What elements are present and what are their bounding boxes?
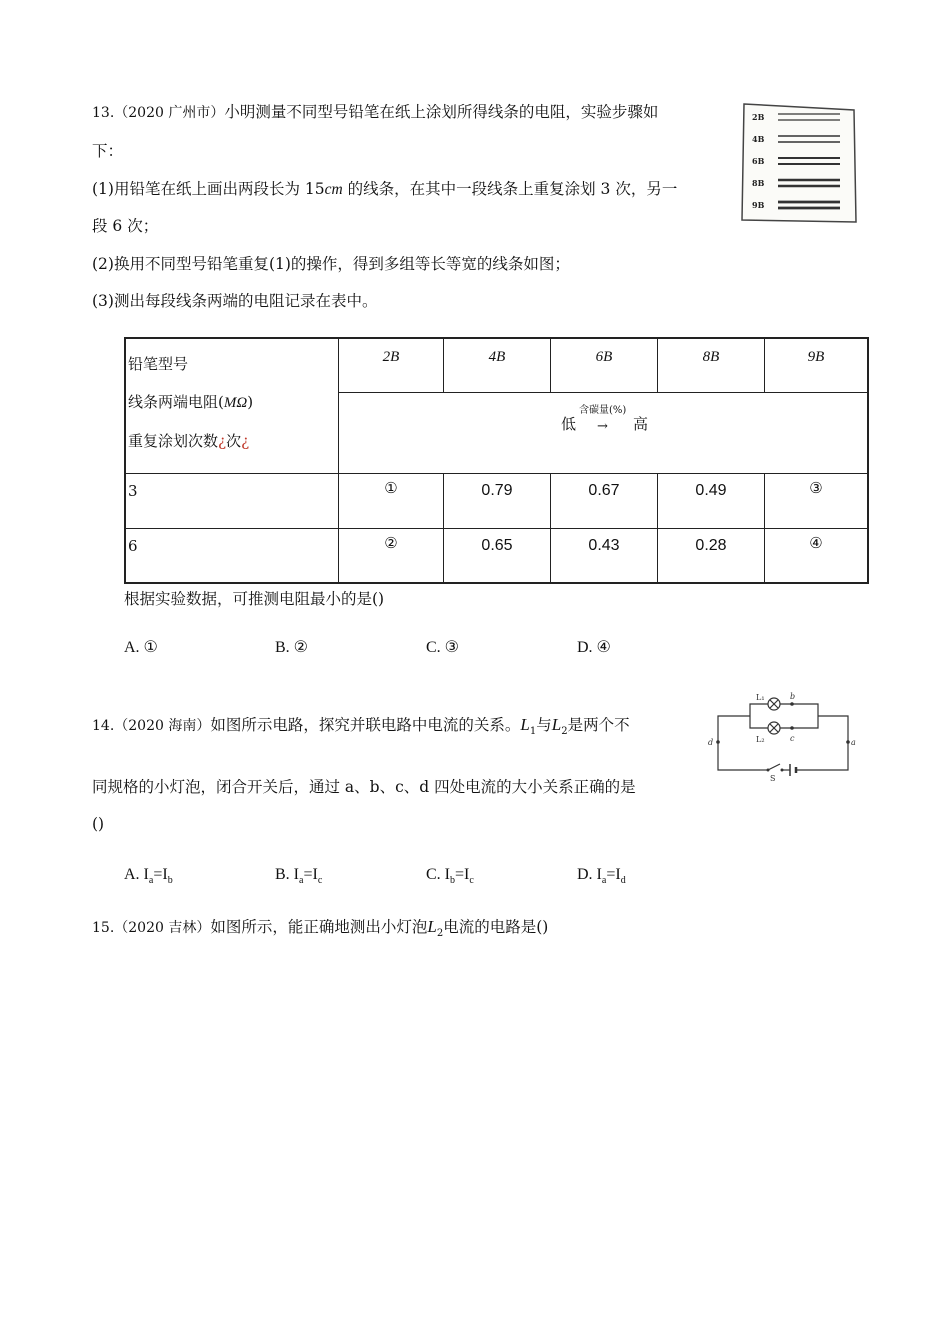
q13-step2: (2)换用不同型号铅笔重复(1)的操作，得到多组等长等宽的线条如图； [92,255,570,273]
fig-label-8b: 8B [752,178,765,188]
resistance-table [124,337,869,584]
fig-label-6b: 6B [752,156,765,166]
q13-text: 小明测量不同型号铅笔在纸上涂划所得线条的电阻，实验步骤如 [224,103,659,121]
q14-option-b[interactable]: B. $I_a=I_c$ [275,866,323,887]
q13-question: 根据实验数据，可推测电阻最小的是() [124,590,385,608]
table-row: 3 ① 0.79 0.67 0.49 ③ [125,473,868,528]
carbon-content-cell [339,392,869,473]
circuit-label-s: S [770,774,776,782]
table-header-cell: 铅笔型号 线条两端电阻(MΩ) 重复涂划次数¿次¿ [125,338,339,473]
q13-step1: (1)用铅笔在纸上画出两段长为 15cm 的线条，在其中一段线条上重复涂划 3 次，另一 [92,180,678,198]
circuit-label-a: a [851,738,856,747]
carbon-arrow: → [597,418,608,434]
q13-option-b[interactable]: B. ② [275,639,309,656]
table-row: 6 ② 0.65 0.43 0.28 ④ [125,528,868,583]
q13-option-d[interactable]: D. ④ [577,639,611,656]
fig-label-2b: 2B [752,112,765,122]
q13-option-a[interactable]: A. ① [124,639,158,656]
pencil-lines-figure [740,100,860,226]
fig-label-9b: 9B [752,200,765,210]
q13-line1 [92,101,658,124]
circuit-label-c: c [790,734,795,743]
model-8b: 8B [658,338,765,392]
q14-option-d[interactable]: D. $I_a=I_d$ [577,866,626,887]
q13-step1-cont: 段 6 次； [92,217,159,235]
q14-line1: 14.（2020 海南）如图所示电路，探究并联电路中电流的关系。$L_1$与$L_2$是两个不 [92,715,630,738]
q13-number: 13. [92,105,115,121]
circuit-label-l1: L₁ [756,693,765,702]
parallel-circuit-diagram [700,690,860,782]
carbon-label: 含碳量(%) [579,404,627,416]
q14-line3: () [92,815,105,833]
model-6b: 6B [551,338,658,392]
q14-option-c[interactable]: C. $I_b=I_c$ [426,866,474,887]
q14-option-a[interactable]: A. $I_a=I_b$ [124,866,173,887]
fig-label-4b: 4B [752,134,765,144]
model-2b: 2B [339,338,444,392]
q15-line1: 15.（2020 吉林）如图所示，能正确地测出小灯泡$L_2$电流的电路是() [92,917,549,940]
q13-source: （2020 广州市） [114,105,225,121]
q13-line2: 下： [92,142,124,160]
model-9b: 9B [765,338,869,392]
carbon-high: 高 [633,414,649,433]
carbon-low: 低 [561,414,577,433]
model-4b: 4B [444,338,551,392]
q13-step3: (3)测出每段线条两端的电阻记录在表中。 [92,292,378,310]
circuit-label-l2: L₂ [756,735,765,744]
circuit-label-d: d [708,738,714,747]
q13-option-c[interactable]: C. ③ [426,639,460,656]
q14-line2: 同规格的小灯泡，闭合开关后，通过 a、b、c、d 四处电流的大小关系正确的是 [92,778,636,796]
circuit-label-b: b [790,692,796,701]
